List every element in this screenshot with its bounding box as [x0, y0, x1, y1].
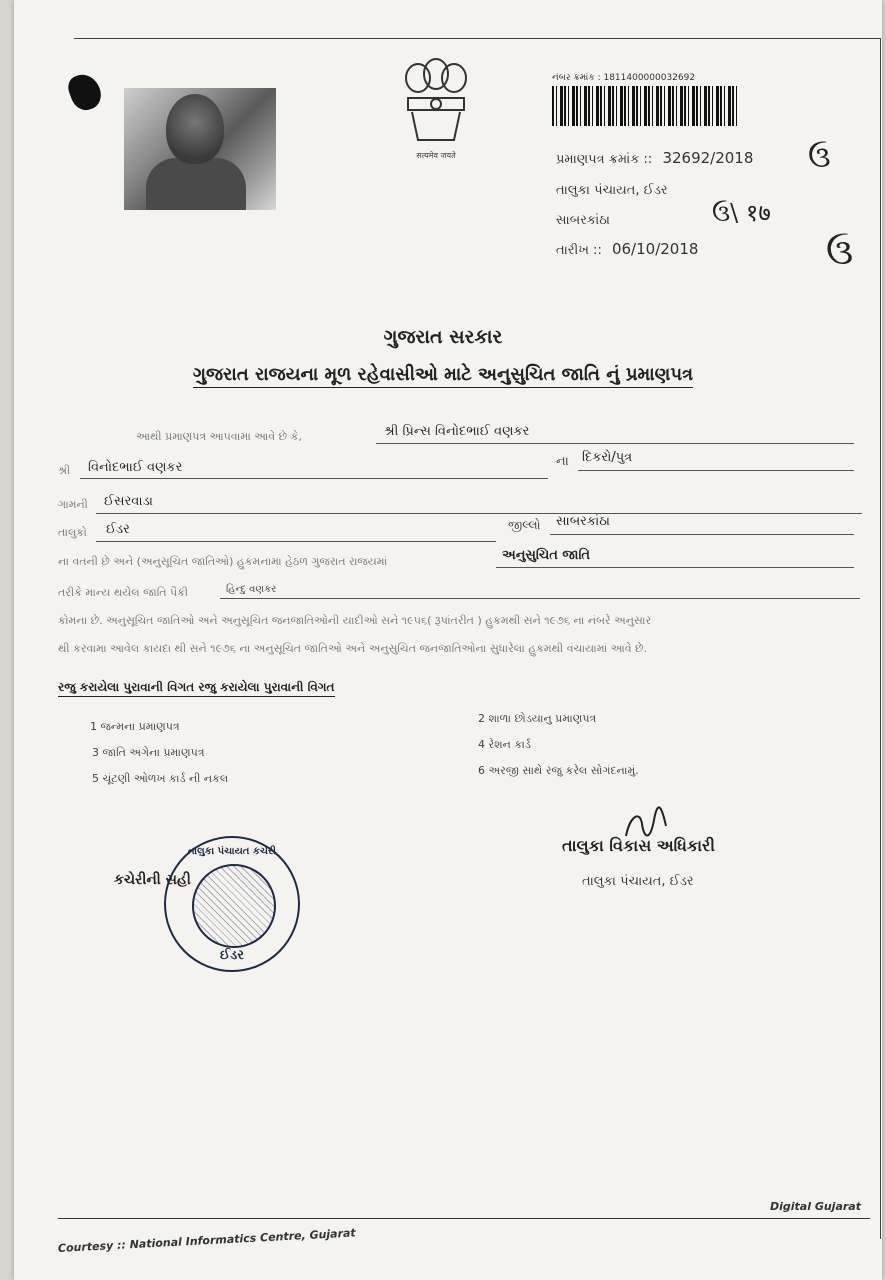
- handwritten-mark-2: ઉ: [826, 232, 854, 273]
- village-value: ઈસરવાડા: [104, 494, 153, 509]
- signatory-title: તાલુકા વિકાસ અધિકારી: [562, 836, 715, 855]
- certificate-number-row: [556, 149, 753, 167]
- relation-value: દિકરો/પુત્ર: [582, 450, 633, 465]
- village-label: ગામની: [58, 498, 88, 511]
- father-value: વિનોદભાઈ વણકર: [88, 460, 183, 475]
- documents-heading: રજુ કરાયેલા પુરાવાની વિગત રજુ કરાયેલા પુરાવાની વિગત: [58, 680, 335, 695]
- caste-value: અનુસુચિત જાતિ: [502, 548, 591, 563]
- caste-label: ના વતની છે અને (અનુસૂચિત જાતિઓ) હુકમનામા હેઠળ ગુજરાત રાજયમાં: [58, 555, 388, 568]
- national-emblem-icon: [398, 56, 474, 166]
- date-row: [556, 240, 698, 258]
- issued-to-value: શ્રી પ્રિન્સ વિનોદભાઈ વણકર: [384, 424, 530, 439]
- subcaste-value: હિન્દુ વણકર: [226, 584, 277, 595]
- svg-text:सत्यमेव जयते: सत्यमेव जयते: [416, 151, 456, 160]
- certificate-number: 32692/2018: [662, 149, 754, 167]
- photo-body-shape: [146, 158, 246, 210]
- footer-brand: Digital Gujarat: [770, 1200, 861, 1213]
- office-line-1: તાલુકા પંચાયત, ઈડર: [556, 183, 668, 198]
- relation-label: ના: [556, 454, 569, 469]
- office-seal-label: કચેરીની સહી: [114, 872, 191, 888]
- barcode: [552, 86, 738, 126]
- document-item-3: 3 જાતિ અંગેના પ્રમાણપત્ર: [92, 746, 205, 759]
- document-item-2: 2 શાળા છોડયાનુ પ્રમાણપત્ર: [478, 712, 597, 725]
- document-item-5: 5 ચૂંટણી ઓળખ કાર્ડ ની નકલ: [92, 772, 229, 785]
- seal-city: ઈડર: [220, 948, 244, 963]
- district-label: જીલ્લો: [508, 518, 541, 532]
- official-seal: [164, 836, 300, 972]
- document-item-4: 4 રેશન કાર્ડ: [478, 738, 531, 751]
- paragraph-line-1: કોમના છે. અનુસૂચિત જાતિઓ અને અનુસૂચિત જનજાતિઓની યાદીઓ સને ૧૯૫૬( રૂપાંતરીત ) હુકમથી સને ૧૯૭૬ ના નંબરે અનુસાર: [58, 614, 652, 627]
- document-item-6: 6 અરજી સાથે રજુ કરેલ સોગંદનામું.: [478, 764, 639, 777]
- handwritten-note: ઉ\ १७: [712, 199, 771, 227]
- barcode-number: નંબર ક્રમાંક : 1811400000032692: [552, 73, 696, 83]
- office-line-2: સાબરકાંઠા: [556, 213, 610, 228]
- seal-center-emblem: [192, 864, 276, 948]
- paragraph-line-2: થી કરવામા આવેલ કાયદા થી સને ૧૯૭૬ ના અનુસૂચિત જાતિઓ અને અનુસુચિત જનજાતિઓના સુધારેલા હુકમથી વંચાયામાં આવે છે.: [58, 642, 648, 655]
- district-value: સાબરકાંઠા: [556, 514, 610, 529]
- certificate-number-label: પ્રમાણપત્ર ક્રમાંક ::: [556, 152, 653, 167]
- handwritten-mark-1: ઉ: [808, 140, 831, 175]
- document-item-1: 1 જન્મના પ્રમાણપત્ર: [90, 720, 180, 733]
- taluka-label: તાલુકો: [58, 526, 87, 539]
- taluka-value: ઈડર: [106, 522, 130, 537]
- seal-ring-text: તાલુકા પંચાયત કચેરી: [188, 846, 276, 857]
- father-label: શ્રી: [58, 464, 71, 477]
- issued-to-label: આથી પ્રમાણપત્ર આપવામા આવે છે કે,: [136, 430, 302, 443]
- applicant-photo: [124, 88, 276, 210]
- government-title: ગુજરાત સરકાર: [383, 326, 503, 348]
- signatory-office: તાલુકા પંચાયત, ઈડર: [582, 874, 694, 889]
- certificate-title: ગુજરાત રાજયના મૂળ રહેવાસીઓ માટે અનુસુચિત જાતિ નું પ્રમાણપત્ર: [0, 364, 886, 385]
- date-label: તારીખ ::: [556, 243, 602, 258]
- footer-courtesy: Courtesy :: National Informatics Centre, Gujarat: [57, 1226, 356, 1255]
- photo-face-shape: [166, 94, 224, 164]
- certificate-date: 06/10/2018: [611, 240, 699, 258]
- subcaste-label: તરીકે માન્ય થયેલ જાતિ પૈકી: [58, 586, 189, 599]
